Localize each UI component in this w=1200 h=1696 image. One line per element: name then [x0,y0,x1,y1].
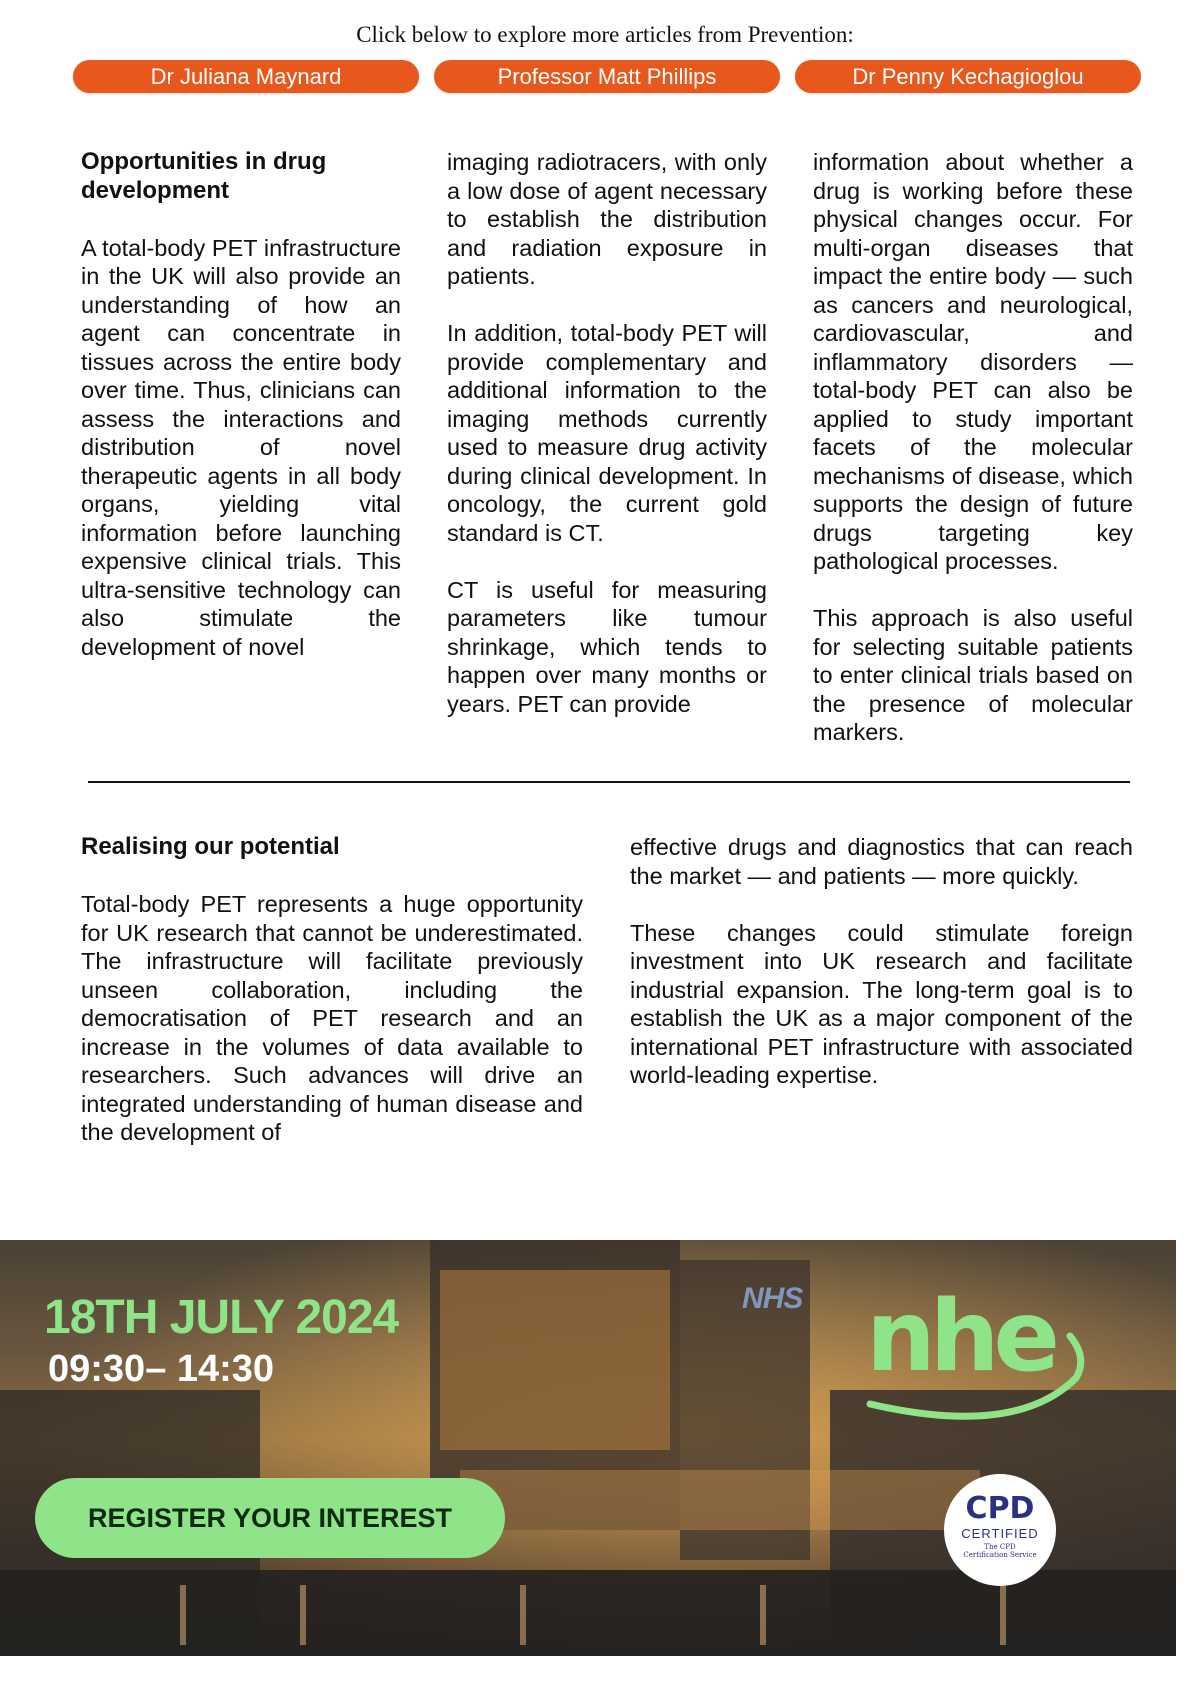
section1-column-1 [81,148,401,661]
section2-col1-paragraph-1: Total-body PET represents a huge opportunity for UK research that cannot be underestimated. The infrastructure will facilitate previously unseen collaboration, including the democratisation of PET research and an increase in the volumes of data available to researchers. Such advances will drive an integrated understanding of human disease and the development of [81,891,583,1145]
nhe-logo-text: nhe [866,1280,1055,1394]
section1-col3-paragraph-1: information about whether a drug is working before these physical changes occur. For multi-organ diseases that impact the entire body — such as cancers and neurological, cardiovascular, and inflammatory disorders — total-body PET can also be applied to study important facets of the molecular mechanisms of disease, which supports the design of future drugs targeting key pathological processes. [813,149,1133,574]
articles-intro: Click below to explore more articles from Prevention: [356,22,854,47]
cpd-badge-service: The CPD Certification Service [963,1543,1037,1559]
section2-col2-paragraph-2: These changes could stimulate foreign investment into UK research and facilitate industrial expansion. The long-term goal is to establish the UK as a major component of the international PET infrastructure with associated world-leading expertise. [630,919,1133,1088]
section1-heading: Opportunities in drug development [81,148,327,204]
nhs-sign: NHS [742,1282,803,1315]
event-time: 09:30– 14:30 [48,1348,275,1390]
section1-column-2 [447,148,767,718]
section1-column-3 [813,148,1133,747]
register-interest-button[interactable]: REGISTER YOUR INTEREST [35,1478,505,1558]
section1-col1-paragraph-1: A total-body PET infrastructure in the UK will also provide an understanding of how an agent can concentrate in tissues across the entire body over time. Thus, clinicians can assess the interactions and distribution of novel therapeutic agents in all body organs, yielding vital information before launching expensive clinical trials. This ultra-sensitive technology can also stimulate the development of novel [81,234,401,660]
author-button-juliana-maynard[interactable]: Dr Juliana Maynard [73,60,419,93]
author-button-matt-phillips[interactable]: Professor Matt Phillips [434,60,780,93]
nhe-logo-icon [866,1278,1096,1438]
section1-col3-paragraph-2: This approach is also useful for selecting suitable patients to enter clinical trials based on the presence of molecular markers. [813,605,1133,745]
section2-column-1 [81,833,583,1147]
event-date: 18TH JULY 2024 [44,1291,399,1344]
author-button-penny-kechagioglou[interactable]: Dr Penny Kechagioglou [795,60,1141,93]
cpd-badge-title: CPD [965,1491,1035,1526]
section2-column-2 [630,833,1133,1090]
cpd-certified-badge [944,1474,1056,1586]
section1-col2-paragraph-2: In addition, total-body PET will provide complementary and additional information to the imaging methods currently used to measure drug activity during clinical development. In oncology, the current gold standard is CT. [447,320,767,546]
section2-col2-paragraph-1: effective drugs and diagnostics that can reach the market — and patients — more quickly. [630,834,1133,889]
section2-heading: Realising our potential [81,833,340,860]
section1-col2-paragraph-1: imaging radiotracers, with only a low dose of agent necessary to establish the distribution and radiation exposure in patients. [447,149,767,289]
cpd-badge-certified: CERTIFIED [961,1526,1039,1541]
section-divider [88,781,1130,783]
event-banner[interactable] [0,1240,1176,1656]
section1-col2-paragraph-3: CT is useful for measuring parameters like tumour shrinkage, which tends to happen over many months or years. PET can provide [447,576,767,717]
